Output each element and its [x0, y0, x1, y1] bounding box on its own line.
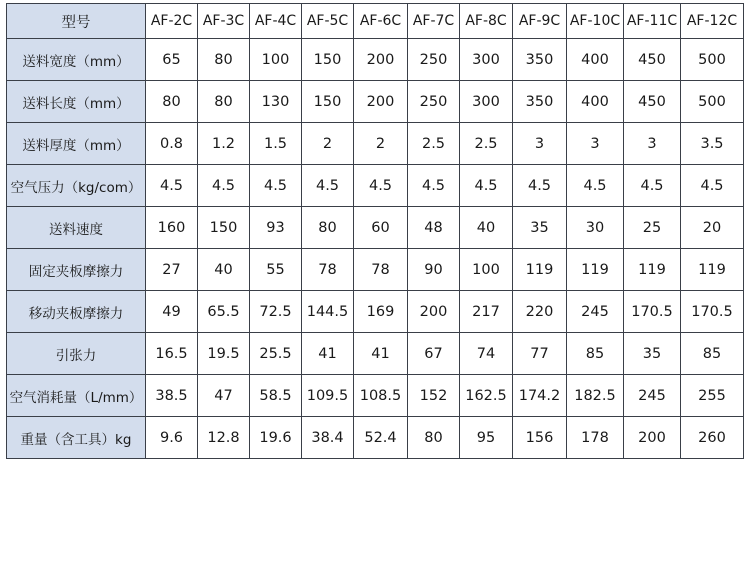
value-cell: 58.5	[250, 375, 302, 417]
value-cell: 3	[513, 123, 567, 165]
value-cell: 90	[408, 249, 460, 291]
value-cell: 72.5	[250, 291, 302, 333]
value-cell: 150	[302, 39, 354, 81]
value-cell: 38.4	[302, 417, 354, 459]
value-cell: 2	[354, 123, 408, 165]
value-cell: 65.5	[198, 291, 250, 333]
row-label-cell: 引张力	[7, 333, 146, 375]
value-cell: 19.5	[198, 333, 250, 375]
value-cell: 93	[250, 207, 302, 249]
value-cell: 60	[354, 207, 408, 249]
value-cell: 52.4	[354, 417, 408, 459]
value-cell: 30	[567, 207, 624, 249]
table-row	[7, 333, 744, 375]
value-cell: 41	[354, 333, 408, 375]
value-cell: 170.5	[624, 291, 681, 333]
value-cell: 178	[567, 417, 624, 459]
value-cell: 3.5	[681, 123, 744, 165]
model-header-cell: AF-4C	[250, 4, 302, 39]
table-row	[7, 249, 744, 291]
value-cell: 65	[146, 39, 198, 81]
value-cell: 4.5	[460, 165, 513, 207]
row-label-cell: 空气压力（kg/com）	[7, 165, 146, 207]
corner-header-cell: 型号	[7, 4, 146, 39]
value-cell: 85	[681, 333, 744, 375]
value-cell: 245	[624, 375, 681, 417]
value-cell: 250	[408, 39, 460, 81]
value-cell: 119	[681, 249, 744, 291]
row-label-cell: 送料速度	[7, 207, 146, 249]
value-cell: 169	[354, 291, 408, 333]
row-label-cell: 送料厚度（mm）	[7, 123, 146, 165]
table-row	[7, 207, 744, 249]
value-cell: 150	[198, 207, 250, 249]
model-header-cell: AF-7C	[408, 4, 460, 39]
row-label-cell: 移动夹板摩擦力	[7, 291, 146, 333]
value-cell: 350	[513, 39, 567, 81]
table-row	[7, 165, 744, 207]
table-row	[7, 291, 744, 333]
value-cell: 41	[302, 333, 354, 375]
value-cell: 80	[146, 81, 198, 123]
value-cell: 77	[513, 333, 567, 375]
value-cell: 119	[567, 249, 624, 291]
value-cell: 200	[354, 81, 408, 123]
value-cell: 35	[624, 333, 681, 375]
value-cell: 156	[513, 417, 567, 459]
value-cell: 200	[354, 39, 408, 81]
value-cell: 35	[513, 207, 567, 249]
value-cell: 108.5	[354, 375, 408, 417]
value-cell: 1.5	[250, 123, 302, 165]
value-cell: 152	[408, 375, 460, 417]
value-cell: 3	[567, 123, 624, 165]
value-cell: 4.5	[146, 165, 198, 207]
value-cell: 400	[567, 81, 624, 123]
value-cell: 12.8	[198, 417, 250, 459]
model-header-cell: AF-11C	[624, 4, 681, 39]
row-label-cell: 送料宽度（mm）	[7, 39, 146, 81]
value-cell: 200	[624, 417, 681, 459]
value-cell: 2.5	[408, 123, 460, 165]
model-header-cell: AF-9C	[513, 4, 567, 39]
value-cell: 260	[681, 417, 744, 459]
value-cell: 245	[567, 291, 624, 333]
value-cell: 300	[460, 81, 513, 123]
row-label-cell: 固定夹板摩擦力	[7, 249, 146, 291]
value-cell: 2.5	[460, 123, 513, 165]
value-cell: 119	[624, 249, 681, 291]
table-row	[7, 375, 744, 417]
value-cell: 4.5	[198, 165, 250, 207]
value-cell: 150	[302, 81, 354, 123]
value-cell: 25.5	[250, 333, 302, 375]
value-cell: 67	[408, 333, 460, 375]
value-cell: 4.5	[513, 165, 567, 207]
value-cell: 80	[198, 39, 250, 81]
model-header-cell: AF-2C	[146, 4, 198, 39]
value-cell: 100	[250, 39, 302, 81]
value-cell: 4.5	[408, 165, 460, 207]
value-cell: 47	[198, 375, 250, 417]
model-header-cell: AF-10C	[567, 4, 624, 39]
value-cell: 40	[198, 249, 250, 291]
value-cell: 0.8	[146, 123, 198, 165]
value-cell: 200	[408, 291, 460, 333]
header-row	[7, 4, 744, 39]
spec-table	[6, 3, 744, 459]
model-header-cell: AF-12C	[681, 4, 744, 39]
value-cell: 217	[460, 291, 513, 333]
value-cell: 4.5	[624, 165, 681, 207]
value-cell: 25	[624, 207, 681, 249]
value-cell: 500	[681, 39, 744, 81]
table-row	[7, 123, 744, 165]
row-label-cell: 重量（含工具）kg	[7, 417, 146, 459]
value-cell: 450	[624, 39, 681, 81]
value-cell: 74	[460, 333, 513, 375]
value-cell: 162.5	[460, 375, 513, 417]
value-cell: 170.5	[681, 291, 744, 333]
value-cell: 4.5	[302, 165, 354, 207]
value-cell: 27	[146, 249, 198, 291]
value-cell: 500	[681, 81, 744, 123]
model-header-cell: AF-3C	[198, 4, 250, 39]
value-cell: 95	[460, 417, 513, 459]
value-cell: 9.6	[146, 417, 198, 459]
value-cell: 119	[513, 249, 567, 291]
value-cell: 2	[302, 123, 354, 165]
model-header-cell: AF-8C	[460, 4, 513, 39]
value-cell: 19.6	[250, 417, 302, 459]
value-cell: 49	[146, 291, 198, 333]
row-label-cell: 送料长度（mm）	[7, 81, 146, 123]
value-cell: 80	[198, 81, 250, 123]
value-cell: 78	[354, 249, 408, 291]
value-cell: 130	[250, 81, 302, 123]
value-cell: 40	[460, 207, 513, 249]
value-cell: 109.5	[302, 375, 354, 417]
value-cell: 250	[408, 81, 460, 123]
value-cell: 80	[408, 417, 460, 459]
value-cell: 182.5	[567, 375, 624, 417]
value-cell: 80	[302, 207, 354, 249]
value-cell: 174.2	[513, 375, 567, 417]
value-cell: 160	[146, 207, 198, 249]
value-cell: 4.5	[354, 165, 408, 207]
value-cell: 4.5	[567, 165, 624, 207]
value-cell: 1.2	[198, 123, 250, 165]
model-header-cell: AF-6C	[354, 4, 408, 39]
value-cell: 144.5	[302, 291, 354, 333]
value-cell: 16.5	[146, 333, 198, 375]
value-cell: 38.5	[146, 375, 198, 417]
value-cell: 4.5	[681, 165, 744, 207]
model-header-cell: AF-5C	[302, 4, 354, 39]
value-cell: 3	[624, 123, 681, 165]
value-cell: 255	[681, 375, 744, 417]
value-cell: 85	[567, 333, 624, 375]
table-row	[7, 39, 744, 81]
value-cell: 350	[513, 81, 567, 123]
value-cell: 4.5	[250, 165, 302, 207]
value-cell: 450	[624, 81, 681, 123]
value-cell: 100	[460, 249, 513, 291]
value-cell: 48	[408, 207, 460, 249]
value-cell: 55	[250, 249, 302, 291]
value-cell: 220	[513, 291, 567, 333]
table-row	[7, 417, 744, 459]
value-cell: 20	[681, 207, 744, 249]
value-cell: 400	[567, 39, 624, 81]
row-label-cell: 空气消耗量（L/mm）	[7, 375, 146, 417]
value-cell: 300	[460, 39, 513, 81]
value-cell: 78	[302, 249, 354, 291]
table-row	[7, 81, 744, 123]
